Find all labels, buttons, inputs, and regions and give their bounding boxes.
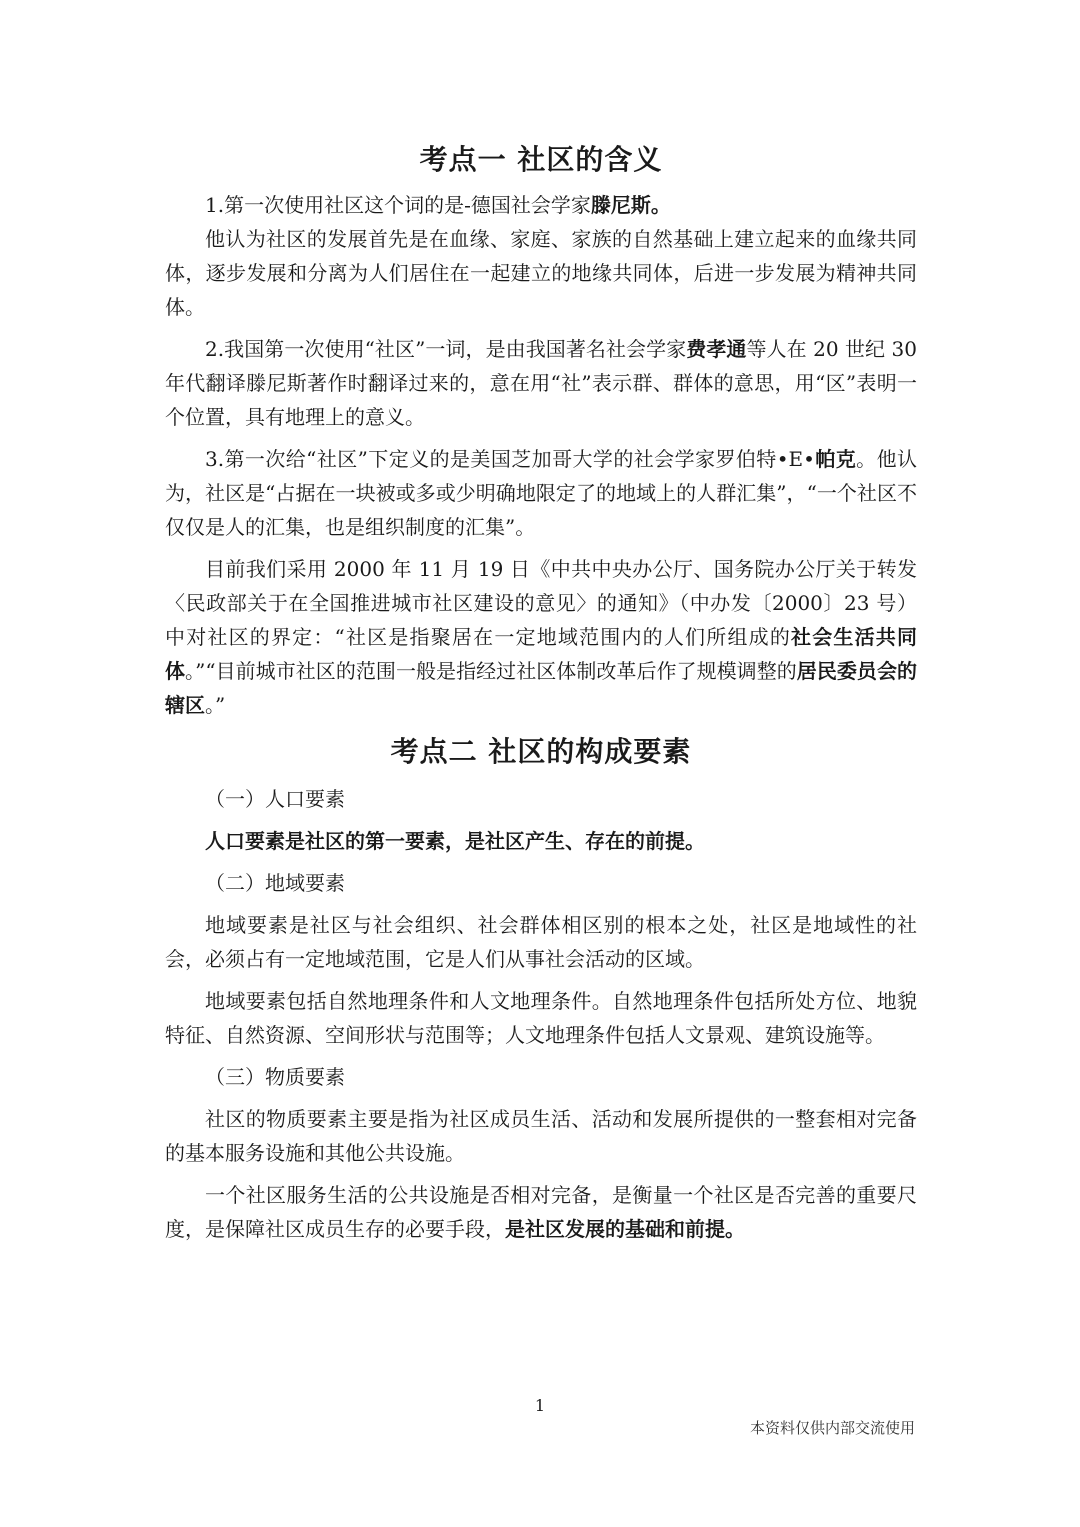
bold-text: 居民委员会的辖区 (165, 659, 918, 717)
subheading-material: （三）物质要素 (205, 1065, 345, 1089)
text: 2.我国第一次使用“社区”一词，是由我国著名社会学家 (205, 337, 687, 361)
bold-text: 帕克 (814, 447, 857, 471)
text: 目前我们采用 2000 年 11 月 19 日《中共中央办公厅、国务院办公厅关于转发〈民政部关于在全国推进城市社区建设的意见〉的通知》（中办发〔2000〕23 号）中对社区的界定：“社区是指聚居在一定地域范围内的人们所组成的 (165, 557, 917, 649)
paragraph-5 (165, 552, 917, 722)
section-title-1: 考点一 社区的含义 (419, 143, 663, 176)
paragraph-1 (165, 188, 917, 222)
bold-text: 费孝通 (686, 337, 747, 361)
text: 。” (205, 693, 226, 717)
text: 。”“目前城市社区的范围一般是指经过社区体制改革后作了规模调整的 (185, 659, 797, 683)
bold-text: 是社区发展的基础和前提。 (505, 1217, 745, 1241)
paragraph-material-1: 社区的物质要素主要是指为社区成员生活、活动和发展所提供的一整套相对完备的基本服务设施和其他公共设施。 (165, 1107, 917, 1165)
footer-note: 本资料仅供内部交流使用 (749, 1419, 915, 1437)
text: 3.第一次给“社区”下定义的是美国芝加哥大学的社会学家罗伯特•E• (205, 447, 815, 471)
paragraph-geography-2: 地域要素包括自然地理条件和人文地理条件。自然地理条件包括所处方位、地貌特征、自然资源、空间形状与范围等；人文地理条件包括人文景观、建筑设施等。 (165, 989, 917, 1047)
text: 1.第一次使用社区这个词的是-德国社会学家 (205, 193, 591, 217)
paragraph-material-2 (165, 1178, 917, 1246)
page-number: 1 (534, 1396, 546, 1415)
text: 。他认为，社区是“占据在一块被或多或少明确地限定了的地域上的人群汇集”，“一个社区不仅仅是人的汇集，也是组织制度的汇集”。 (165, 447, 918, 539)
text: 等人在 20 世纪 30 年代翻译滕尼斯著作时翻译过来的，意在用“社”表示群、群体的意思，用“区”表明一个位置，具有地理上的意义。 (165, 337, 918, 429)
paragraph-2: 他认为社区的发展首先是在血缘、家庭、家族的自然基础上建立起来的血缘共同体，逐步发展和分离为人们居住在一起建立的地缘共同体，后进一步发展为精神共同体。 (165, 227, 917, 319)
bold-text: 人口要素是社区的第一要素，是社区产生、存在的前提。 (205, 829, 705, 853)
text: 一个社区服务生活的公共设施是否相对完备，是衡量一个社区是否完善的重要尺度，是保障社区成员生存的必要手段， (165, 1183, 917, 1241)
paragraph-geography-1: 地域要素是社区与社会组织、社会群体相区别的根本之处，社区是地域性的社会，必须占有一定地域范围，它是人们从事社会活动的区域。 (165, 913, 917, 971)
bold-text: 滕尼斯。 (590, 193, 671, 217)
document-page (165, 138, 917, 1246)
subheading-population: （一）人口要素 (205, 787, 345, 811)
subheading-geography: （二）地域要素 (205, 871, 345, 895)
paragraph-population (165, 824, 917, 858)
paragraph-4 (165, 442, 917, 544)
bold-text: 社会生活共同体 (165, 625, 917, 683)
paragraph-3 (165, 332, 917, 434)
section-title-2: 考点二 社区的构成要素 (390, 735, 692, 768)
